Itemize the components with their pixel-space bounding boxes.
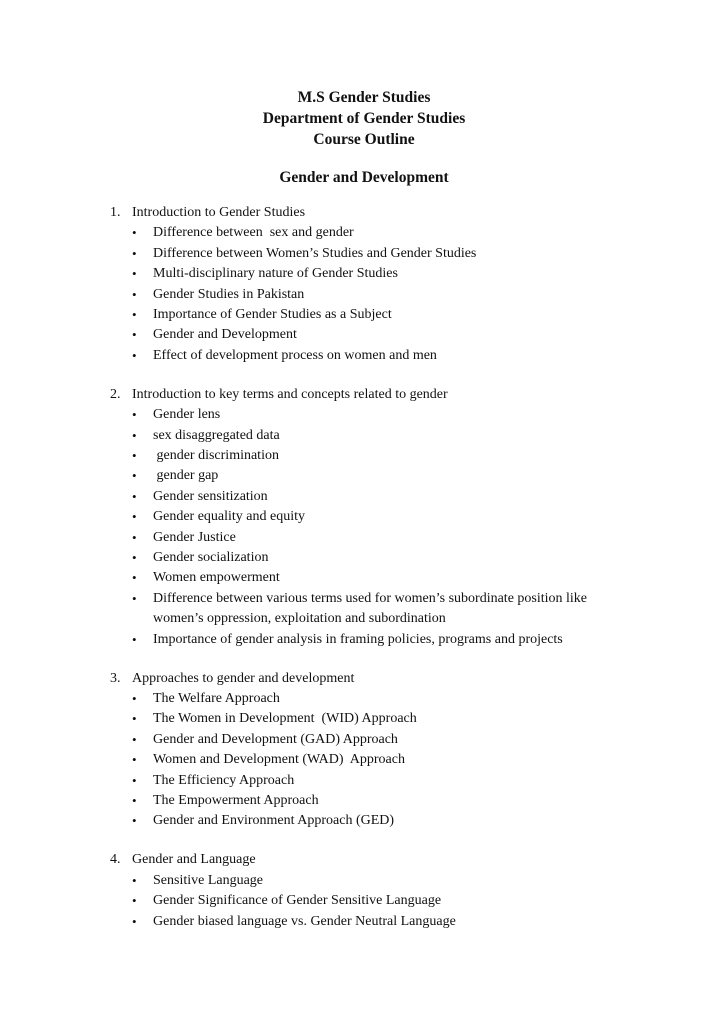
bullet-icon: • [132,792,137,808]
bullet-icon: • [132,711,137,727]
bullet-icon: • [132,286,137,302]
topic-text: Importance of Gender Studies as a Subject [153,307,392,323]
topic-item [110,871,710,891]
topic-item [110,730,710,750]
topic-item [110,891,710,911]
topic-item [110,528,710,548]
topic-text: Gender Justice [153,529,236,545]
topic-item [110,325,710,345]
section-heading [110,850,710,870]
topic-text: Gender sensitization [153,488,268,504]
bullet-icon: • [132,529,137,545]
topic-text: Difference between Women’s Studies and Gender Studies [153,245,477,261]
topic-text: Gender Studies in Pakistan [153,286,305,302]
outline-section [110,850,710,932]
bullet-icon: • [132,752,137,768]
topic-item [110,285,710,305]
topic-list [110,689,710,832]
topic-text: Difference between sex and gender [153,225,354,241]
topic-text: Sensitive Language [153,872,264,888]
bullet-icon: • [132,731,137,747]
topic-text: Gender and Development (GAD) Approach [153,731,398,747]
bullet-icon: • [132,447,137,463]
section-number: 1. [110,205,121,220]
section-number: 2. [110,386,121,402]
topic-item [110,426,710,446]
topic-text: gender discrimination [153,447,279,463]
bullet-icon: • [132,245,137,261]
section-heading [110,669,710,689]
topic-item [110,405,710,425]
topic-text: Gender socialization [153,550,269,565]
topic-item [110,223,710,243]
topic-text: Gender Significance of Gender Sensitive Language [153,893,442,909]
bullet-icon: • [132,407,137,423]
topic-item [110,446,710,466]
topic-text: gender gap [153,468,219,484]
topic-text: The Empowerment Approach [153,792,319,808]
section-heading [110,203,710,223]
topic-item [110,750,710,770]
topic-list [110,871,710,932]
topic-item [110,264,710,284]
topic-text: The Women in Development (WID) Approach [153,711,417,727]
document-header [0,87,728,150]
topic-item [110,466,710,486]
course-title: Gender and Development [279,169,449,186]
topic-item [110,630,710,650]
topic-item [110,811,710,831]
topic-text: Women and Development (WAD) Approach [153,752,405,768]
bullet-icon: • [132,509,137,525]
topic-list [110,405,710,650]
bullet-icon: • [132,468,137,484]
bullet-icon: • [132,427,137,443]
topic-item [110,689,710,709]
section-number: 4. [110,852,121,868]
topic-item [110,548,710,568]
bullet-icon: • [132,225,137,241]
department-title: Department of Gender Studies [262,110,466,127]
topic-item [110,709,710,729]
topic-text: The Welfare Approach [153,690,280,706]
topic-text: Importance of gender analysis in framing policies, programs and projects [153,631,563,647]
topic-item [110,912,710,932]
topic-item [110,589,710,630]
bullet-icon: • [132,913,137,929]
topic-item [110,507,710,527]
topic-text: Gender biased language vs. Gender Neutral Language [153,913,456,929]
topic-text: Gender and Development [153,327,297,343]
bullet-icon: • [132,266,137,282]
bullet-icon: • [132,590,137,606]
bullet-icon: • [132,893,137,909]
topic-text: Gender lens [153,407,221,423]
topic-text: Multi-disciplinary nature of Gender Studies [153,266,398,282]
bullet-icon: • [132,872,137,888]
topic-text: Effect of development process on women and men [153,347,437,363]
topic-item [110,346,710,366]
topic-text: Gender and Environment Approach (GED) [153,813,395,829]
bullet-icon: • [132,690,137,706]
topic-item [110,487,710,507]
topic-item [110,305,710,325]
outline-section [110,669,710,832]
topic-text: The Efficiency Approach [153,772,295,788]
bullet-icon: • [132,550,137,565]
bullet-icon: • [132,488,137,504]
section-title: Introduction to key terms and concepts related to gender [132,386,448,402]
bullet-icon: • [132,327,137,343]
topic-text: Difference between various terms used for women’s subordinate position like women’s oppression, exploitation and subordination [153,590,591,627]
topic-item [110,771,710,791]
bullet-icon: • [132,570,137,586]
outline-section [110,385,710,650]
topic-text: Women empowerment [153,570,280,586]
outline-section [110,203,710,366]
bullet-icon: • [132,772,137,788]
topic-text: sex disaggregated data [153,427,280,443]
topic-item [110,568,710,588]
course-sections [110,203,710,950]
topic-item [110,244,710,264]
bullet-icon: • [132,631,137,647]
course-outline-title: Course Outline [313,131,415,148]
section-title: Gender and Language [132,852,256,868]
bullet-icon: • [132,813,137,829]
program-title: M.S Gender Studies [297,89,431,106]
topic-text: Gender equality and equity [153,509,306,525]
topic-item [110,791,710,811]
bullet-icon: • [132,307,137,323]
section-heading [110,385,710,405]
topic-list [110,223,710,366]
bullet-icon: • [132,347,137,363]
section-title: Approaches to gender and development [132,670,355,686]
section-number: 3. [110,670,121,686]
section-title: Introduction to Gender Studies [132,205,306,220]
